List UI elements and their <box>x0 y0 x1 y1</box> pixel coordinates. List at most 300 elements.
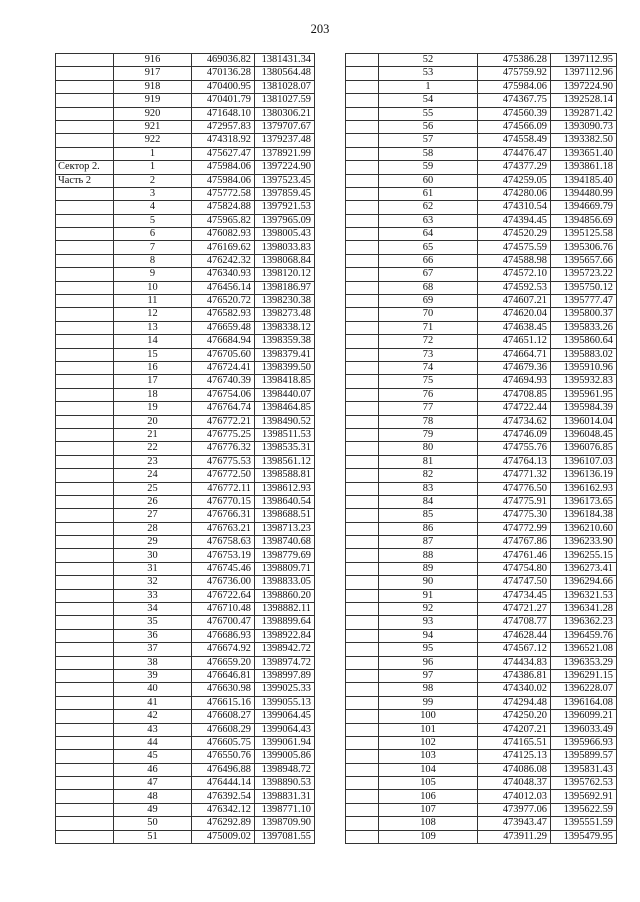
section-label <box>346 736 379 749</box>
y-coordinate: 1396353.29 <box>551 656 617 669</box>
table-row <box>346 763 617 776</box>
x-coordinate: 474048.37 <box>478 777 551 790</box>
point-number: 99 <box>379 696 478 709</box>
table-row <box>56 361 315 374</box>
section-label <box>56 335 114 348</box>
y-coordinate: 1398809.71 <box>255 562 315 575</box>
x-coordinate: 476674.92 <box>192 643 255 656</box>
section-label <box>346 750 379 763</box>
x-coordinate: 476520.72 <box>192 295 255 308</box>
y-coordinate: 1399005.86 <box>255 750 315 763</box>
y-coordinate: 1395306.76 <box>551 241 617 254</box>
table-row <box>346 683 617 696</box>
point-number: 42 <box>114 710 192 723</box>
table-row <box>346 348 617 361</box>
point-number: 41 <box>114 696 192 709</box>
point-number: 918 <box>114 80 192 93</box>
section-label <box>346 67 379 80</box>
point-number: 47 <box>114 777 192 790</box>
y-coordinate: 1378921.99 <box>255 147 315 160</box>
table-row <box>346 803 617 816</box>
table-row <box>346 790 617 803</box>
table-row <box>346 388 617 401</box>
table-row <box>346 616 617 629</box>
y-coordinate: 1393382.50 <box>551 134 617 147</box>
y-coordinate: 1397112.95 <box>551 54 617 67</box>
section-label <box>56 723 114 736</box>
section-label <box>56 147 114 160</box>
section-label <box>56 495 114 508</box>
x-coordinate: 474638.45 <box>478 321 551 334</box>
section-label <box>346 495 379 508</box>
y-coordinate: 1395622.59 <box>551 803 617 816</box>
point-number: 9 <box>114 268 192 281</box>
section-label <box>56 509 114 522</box>
y-coordinate: 1398709.90 <box>255 817 315 830</box>
x-coordinate: 474754.80 <box>478 562 551 575</box>
table-row <box>56 589 315 602</box>
table-row <box>346 736 617 749</box>
section-label <box>346 469 379 482</box>
y-coordinate: 1379707.67 <box>255 120 315 133</box>
y-coordinate: 1399064.43 <box>255 723 315 736</box>
table-row <box>346 669 617 682</box>
section-label <box>56 402 114 415</box>
point-number: 92 <box>379 603 478 616</box>
y-coordinate: 1396255.15 <box>551 549 617 562</box>
x-coordinate: 474207.21 <box>478 723 551 736</box>
y-coordinate: 1398418.85 <box>255 375 315 388</box>
point-number: 66 <box>379 254 478 267</box>
section-label <box>346 214 379 227</box>
y-coordinate: 1395692.91 <box>551 790 617 803</box>
table-row <box>346 428 617 441</box>
point-number: 71 <box>379 321 478 334</box>
table-row <box>56 549 315 562</box>
point-number: 2 <box>114 174 192 187</box>
y-coordinate: 1394185.40 <box>551 174 617 187</box>
y-coordinate: 1399055.13 <box>255 696 315 709</box>
x-coordinate: 474575.59 <box>478 241 551 254</box>
y-coordinate: 1396173.65 <box>551 495 617 508</box>
y-coordinate: 1395762.53 <box>551 777 617 790</box>
point-number: 102 <box>379 736 478 749</box>
point-number: 87 <box>379 536 478 549</box>
section-label <box>56 388 114 401</box>
x-coordinate: 476340.93 <box>192 268 255 281</box>
table-row <box>56 67 315 80</box>
point-number: 29 <box>114 536 192 549</box>
y-coordinate: 1396341.28 <box>551 603 617 616</box>
x-coordinate: 474367.75 <box>478 94 551 107</box>
x-coordinate: 469036.82 <box>192 54 255 67</box>
y-coordinate: 1398922.84 <box>255 629 315 642</box>
point-number: 88 <box>379 549 478 562</box>
section-label <box>56 750 114 763</box>
table-row <box>346 321 617 334</box>
table-row <box>56 817 315 830</box>
y-coordinate: 1398833.05 <box>255 576 315 589</box>
table-row <box>346 335 617 348</box>
section-label <box>56 80 114 93</box>
section-label <box>346 643 379 656</box>
table-row <box>56 669 315 682</box>
table-row <box>56 54 315 67</box>
x-coordinate: 474772.99 <box>478 522 551 535</box>
point-number: 7 <box>114 241 192 254</box>
point-number: 39 <box>114 669 192 682</box>
section-label <box>56 67 114 80</box>
section-label <box>346 817 379 830</box>
table-row <box>346 308 617 321</box>
y-coordinate: 1397965.09 <box>255 214 315 227</box>
x-coordinate: 476456.14 <box>192 281 255 294</box>
y-coordinate: 1396162.93 <box>551 482 617 495</box>
x-coordinate: 476770.15 <box>192 495 255 508</box>
x-coordinate: 474776.50 <box>478 482 551 495</box>
point-number: 55 <box>379 107 478 120</box>
section-label <box>346 201 379 214</box>
section-label <box>346 254 379 267</box>
y-coordinate: 1396521.08 <box>551 643 617 656</box>
point-number: 82 <box>379 469 478 482</box>
point-number: 54 <box>379 94 478 107</box>
x-coordinate: 476775.53 <box>192 455 255 468</box>
x-coordinate: 474125.13 <box>478 750 551 763</box>
y-coordinate: 1399064.45 <box>255 710 315 723</box>
point-number: 63 <box>379 214 478 227</box>
point-number: 22 <box>114 442 192 455</box>
section-label <box>346 335 379 348</box>
x-coordinate: 474775.91 <box>478 495 551 508</box>
point-number: 98 <box>379 683 478 696</box>
section-label <box>56 94 114 107</box>
section-label <box>346 388 379 401</box>
table-row <box>346 147 617 160</box>
y-coordinate: 1398882.11 <box>255 603 315 616</box>
section-label <box>56 656 114 669</box>
y-coordinate: 1397081.55 <box>255 830 315 843</box>
section-label <box>56 603 114 616</box>
section-label <box>56 428 114 441</box>
x-coordinate: 476082.93 <box>192 228 255 241</box>
point-number: 916 <box>114 54 192 67</box>
x-coordinate: 475984.06 <box>192 174 255 187</box>
table-row <box>56 80 315 93</box>
y-coordinate: 1398230.38 <box>255 295 315 308</box>
table-row <box>56 321 315 334</box>
point-number: 69 <box>379 295 478 308</box>
table-row <box>56 763 315 776</box>
section-label <box>56 629 114 642</box>
x-coordinate: 476684.94 <box>192 335 255 348</box>
section-label <box>346 777 379 790</box>
table-row <box>346 54 617 67</box>
y-coordinate: 1393090.73 <box>551 120 617 133</box>
y-coordinate: 1395910.96 <box>551 361 617 374</box>
x-coordinate: 474775.30 <box>478 509 551 522</box>
y-coordinate: 1396321.53 <box>551 589 617 602</box>
x-coordinate: 473943.47 <box>478 817 551 830</box>
table-row <box>346 549 617 562</box>
point-number: 917 <box>114 67 192 80</box>
section-label <box>346 629 379 642</box>
x-coordinate: 476705.60 <box>192 348 255 361</box>
point-number: 8 <box>114 254 192 267</box>
section-label <box>346 830 379 843</box>
x-coordinate: 476608.29 <box>192 723 255 736</box>
point-number: 50 <box>114 817 192 830</box>
point-number: 74 <box>379 361 478 374</box>
section-label <box>56 777 114 790</box>
x-coordinate: 474294.48 <box>478 696 551 709</box>
table-row <box>346 94 617 107</box>
y-coordinate: 1392871.42 <box>551 107 617 120</box>
x-coordinate: 474476.47 <box>478 147 551 160</box>
x-coordinate: 476710.48 <box>192 603 255 616</box>
point-number: 31 <box>114 562 192 575</box>
x-coordinate: 474558.49 <box>478 134 551 147</box>
table-row <box>56 656 315 669</box>
point-number: 4 <box>114 201 192 214</box>
point-number: 90 <box>379 576 478 589</box>
table-row <box>346 817 617 830</box>
x-coordinate: 476772.50 <box>192 469 255 482</box>
section-label <box>56 54 114 67</box>
table-row <box>56 616 315 629</box>
table-row <box>56 402 315 415</box>
y-coordinate: 1395479.95 <box>551 830 617 843</box>
point-number: 75 <box>379 375 478 388</box>
x-coordinate: 474567.12 <box>478 643 551 656</box>
point-number: 89 <box>379 562 478 575</box>
y-coordinate: 1395657.66 <box>551 254 617 267</box>
point-number: 67 <box>379 268 478 281</box>
x-coordinate: 476764.74 <box>192 402 255 415</box>
x-coordinate: 474651.12 <box>478 335 551 348</box>
x-coordinate: 474572.10 <box>478 268 551 281</box>
section-label <box>346 94 379 107</box>
x-coordinate: 475824.88 <box>192 201 255 214</box>
x-coordinate: 476496.88 <box>192 763 255 776</box>
point-number: 48 <box>114 790 192 803</box>
section-label <box>56 763 114 776</box>
point-number: 919 <box>114 94 192 107</box>
table-row <box>346 522 617 535</box>
table-row <box>346 415 617 428</box>
table-row <box>56 107 315 120</box>
point-number: 77 <box>379 402 478 415</box>
point-number: 78 <box>379 415 478 428</box>
x-coordinate: 474764.13 <box>478 455 551 468</box>
section-label <box>56 187 114 200</box>
y-coordinate: 1399061.94 <box>255 736 315 749</box>
section-label <box>346 683 379 696</box>
table-row <box>346 455 617 468</box>
table-row <box>346 228 617 241</box>
x-coordinate: 476615.16 <box>192 696 255 709</box>
section-label <box>56 348 114 361</box>
point-number: 101 <box>379 723 478 736</box>
y-coordinate: 1399025.33 <box>255 683 315 696</box>
y-coordinate: 1396228.07 <box>551 683 617 696</box>
x-coordinate: 475772.58 <box>192 187 255 200</box>
section-label <box>56 696 114 709</box>
point-number: 5 <box>114 214 192 227</box>
y-coordinate: 1396164.08 <box>551 696 617 709</box>
x-coordinate: 473977.06 <box>478 803 551 816</box>
x-coordinate: 474012.03 <box>478 790 551 803</box>
point-number: 922 <box>114 134 192 147</box>
y-coordinate: 1396033.49 <box>551 723 617 736</box>
x-coordinate: 476722.64 <box>192 589 255 602</box>
y-coordinate: 1398640.54 <box>255 495 315 508</box>
y-coordinate: 1396076.85 <box>551 442 617 455</box>
x-coordinate: 470401.79 <box>192 94 255 107</box>
table-row <box>56 469 315 482</box>
y-coordinate: 1398588.81 <box>255 469 315 482</box>
table-row <box>346 830 617 843</box>
point-number: 57 <box>379 134 478 147</box>
section-label <box>346 187 379 200</box>
section-label <box>346 696 379 709</box>
x-coordinate: 474620.04 <box>478 308 551 321</box>
section-label <box>346 375 379 388</box>
y-coordinate: 1395961.95 <box>551 388 617 401</box>
x-coordinate: 476242.32 <box>192 254 255 267</box>
x-coordinate: 474259.05 <box>478 174 551 187</box>
y-coordinate: 1395860.64 <box>551 335 617 348</box>
x-coordinate: 474708.77 <box>478 616 551 629</box>
y-coordinate: 1398359.38 <box>255 335 315 348</box>
y-coordinate: 1396210.60 <box>551 522 617 535</box>
point-number: 11 <box>114 295 192 308</box>
x-coordinate: 471648.10 <box>192 107 255 120</box>
section-label <box>56 134 114 147</box>
table-row <box>56 375 315 388</box>
section-label <box>56 361 114 374</box>
y-coordinate: 1398899.64 <box>255 616 315 629</box>
x-coordinate: 474280.06 <box>478 187 551 200</box>
point-number: 44 <box>114 736 192 749</box>
point-number: 16 <box>114 361 192 374</box>
table-row <box>56 723 315 736</box>
section-label <box>56 201 114 214</box>
y-coordinate: 1396294.66 <box>551 576 617 589</box>
table-row <box>346 120 617 133</box>
point-number: 58 <box>379 147 478 160</box>
table-row <box>346 723 617 736</box>
section-label <box>346 361 379 374</box>
point-number: 104 <box>379 763 478 776</box>
section-label <box>346 415 379 428</box>
table-row <box>346 67 617 80</box>
table-row <box>56 522 315 535</box>
table-row <box>346 402 617 415</box>
table-row <box>346 495 617 508</box>
point-number: 100 <box>379 710 478 723</box>
x-coordinate: 473911.29 <box>478 830 551 843</box>
section-label <box>56 107 114 120</box>
y-coordinate: 1398713.23 <box>255 522 315 535</box>
section-label <box>346 549 379 562</box>
table-row <box>56 308 315 321</box>
x-coordinate: 474566.09 <box>478 120 551 133</box>
y-coordinate: 1398740.68 <box>255 536 315 549</box>
table-row <box>346 187 617 200</box>
section-label <box>346 790 379 803</box>
y-coordinate: 1396136.19 <box>551 469 617 482</box>
point-number: 19 <box>114 402 192 415</box>
y-coordinate: 1395800.37 <box>551 308 617 321</box>
point-number: 36 <box>114 629 192 642</box>
section-label <box>56 241 114 254</box>
point-number: 60 <box>379 174 478 187</box>
section-label <box>346 107 379 120</box>
section-label <box>56 482 114 495</box>
table-row <box>346 629 617 642</box>
y-coordinate: 1396014.04 <box>551 415 617 428</box>
x-coordinate: 476745.46 <box>192 562 255 575</box>
y-coordinate: 1396362.23 <box>551 616 617 629</box>
table-row <box>56 495 315 508</box>
section-label <box>346 589 379 602</box>
y-coordinate: 1394669.79 <box>551 201 617 214</box>
x-coordinate: 474734.45 <box>478 589 551 602</box>
table-row <box>56 335 315 348</box>
y-coordinate: 1397224.90 <box>255 161 315 174</box>
x-coordinate: 474664.71 <box>478 348 551 361</box>
table-row <box>346 268 617 281</box>
x-coordinate: 474592.53 <box>478 281 551 294</box>
y-coordinate: 1381027.59 <box>255 94 315 107</box>
x-coordinate: 474377.29 <box>478 161 551 174</box>
y-coordinate: 1396459.76 <box>551 629 617 642</box>
section-label <box>56 790 114 803</box>
table-row <box>56 629 315 642</box>
x-coordinate: 476630.98 <box>192 683 255 696</box>
point-number: 59 <box>379 161 478 174</box>
section-label <box>346 509 379 522</box>
table-row <box>346 750 617 763</box>
section-label <box>346 562 379 575</box>
table-row <box>56 228 315 241</box>
x-coordinate: 474165.51 <box>478 736 551 749</box>
y-coordinate: 1395750.12 <box>551 281 617 294</box>
x-coordinate: 474318.92 <box>192 134 255 147</box>
y-coordinate: 1398273.48 <box>255 308 315 321</box>
table-row <box>56 187 315 200</box>
point-number: 30 <box>114 549 192 562</box>
point-number: 106 <box>379 790 478 803</box>
point-number: 108 <box>379 817 478 830</box>
x-coordinate: 476772.21 <box>192 415 255 428</box>
table-row <box>346 562 617 575</box>
section-label <box>346 669 379 682</box>
y-coordinate: 1398033.83 <box>255 241 315 254</box>
y-coordinate: 1398612.93 <box>255 482 315 495</box>
section-label <box>56 254 114 267</box>
x-coordinate: 476736.00 <box>192 576 255 589</box>
x-coordinate: 474734.62 <box>478 415 551 428</box>
y-coordinate: 1397859.45 <box>255 187 315 200</box>
section-label <box>56 589 114 602</box>
section-label <box>56 281 114 294</box>
section-label: Сектор 2. <box>56 161 114 174</box>
point-number: 32 <box>114 576 192 589</box>
table-row <box>56 576 315 589</box>
section-label <box>346 228 379 241</box>
